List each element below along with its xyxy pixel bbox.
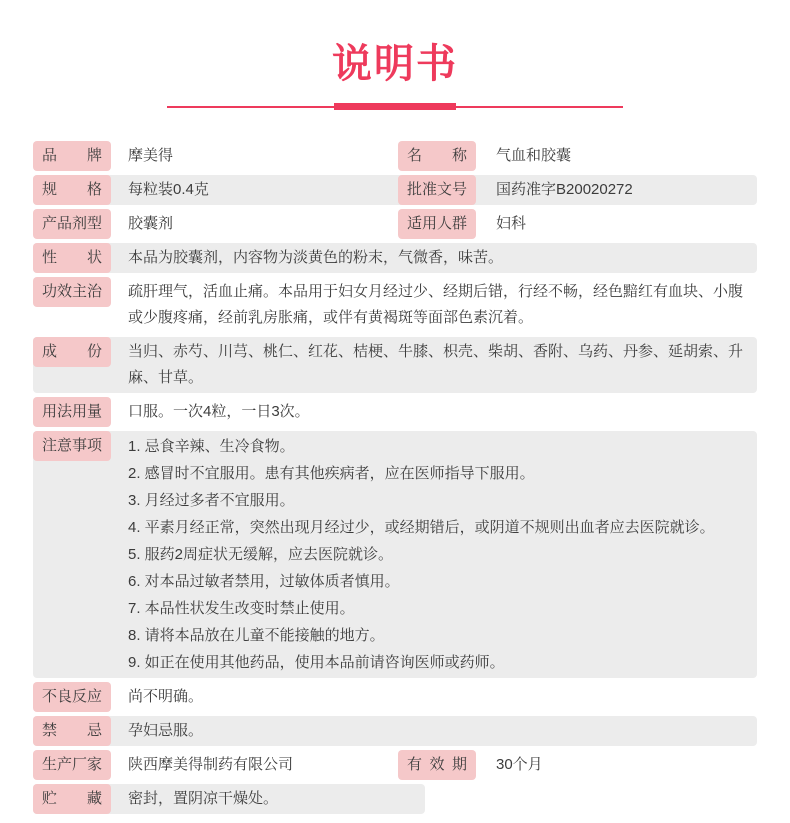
properties-value: 本品为胶囊剂，内容物为淡黄色的粉末，气微香，味苦。 bbox=[128, 249, 504, 266]
page-title: 说明书 bbox=[332, 41, 458, 86]
precaution-item: 2. 感冒时不宜服用。患有其他疾病者，应在医师指导下服用。 bbox=[128, 465, 535, 482]
manufacturer-label: 生产厂家 bbox=[33, 750, 111, 780]
dosage-label: 用法用量 bbox=[33, 397, 111, 427]
spec-label: 规格 bbox=[33, 175, 111, 205]
adverse-reactions-label: 不良反应 bbox=[33, 682, 111, 712]
row-ingredients bbox=[33, 337, 757, 393]
dosage-value: 口服。一次4粒，一日3次。 bbox=[128, 403, 310, 420]
precaution-item: 1. 忌食辛辣、生冷食物。 bbox=[128, 438, 295, 455]
precaution-item: 6. 对本品过敏者禁用，过敏体质者慎用。 bbox=[128, 573, 400, 590]
row-precautions bbox=[33, 431, 757, 678]
brand-label: 品牌 bbox=[33, 141, 111, 171]
storage-value: 密封，置阴凉干燥处。 bbox=[128, 790, 279, 807]
ingredients-label: 成份 bbox=[33, 337, 111, 367]
title-divider bbox=[167, 103, 623, 110]
row-brand-name bbox=[33, 141, 757, 171]
validity-label: 有效期 bbox=[398, 750, 476, 780]
approval-number-value: 国药准字B20020272 bbox=[496, 181, 633, 198]
row-properties bbox=[33, 243, 757, 273]
precaution-item: 5. 服药2周症状无缓解，应去医院就诊。 bbox=[128, 546, 394, 563]
contraindications-label: 禁忌 bbox=[33, 716, 111, 746]
row-contraindications bbox=[33, 716, 757, 746]
precaution-item: 9. 如正在使用其他药品，使用本品前请咨询医师或药师。 bbox=[128, 654, 505, 671]
adverse-reactions-value: 尚不明确。 bbox=[128, 688, 204, 705]
applicable-people-label: 适用人群 bbox=[398, 209, 476, 239]
precaution-item: 3. 月经过多者不宜服用。 bbox=[128, 492, 295, 509]
page-header bbox=[0, 0, 790, 110]
spec-table bbox=[33, 141, 757, 814]
row-dosage bbox=[33, 397, 757, 427]
validity-value: 30个月 bbox=[496, 756, 543, 773]
name-value: 气血和胶囊 bbox=[496, 147, 572, 164]
dosage-form-label: 产品剂型 bbox=[33, 209, 111, 239]
manufacturer-value: 陕西摩美得制药有限公司 bbox=[128, 756, 294, 773]
storage-label: 贮藏 bbox=[33, 784, 111, 814]
indications-value: 疏肝理气，活血止痛。本品用于妇女月经过少、经期后错，行经不畅，经色黯红有血块、小腹或少腹疼痛，经前乳房胀痛，或伴有黄褐斑等面部色素沉着。 bbox=[128, 283, 744, 326]
precaution-item: 4. 平素月经正常，突然出现月经过少，或经期错后，或阴道不规则出血者应去医院就诊。 bbox=[128, 519, 715, 536]
row-form-audience bbox=[33, 209, 757, 239]
precautions-list bbox=[111, 431, 757, 678]
row-manufacturer-validity bbox=[33, 750, 757, 780]
ingredients-value: 当归、赤芍、川芎、桃仁、红花、桔梗、牛膝、枳壳、柴胡、香附、乌药、丹参、延胡索、升麻、甘草。 bbox=[128, 343, 744, 386]
divider-thick-bar bbox=[334, 103, 456, 110]
row-spec-approval bbox=[33, 175, 757, 205]
spec-value: 每粒装0.4克 bbox=[128, 181, 209, 198]
contraindications-value: 孕妇忌服。 bbox=[128, 722, 204, 739]
indications-label: 功效主治 bbox=[33, 277, 111, 307]
brand-value: 摩美得 bbox=[128, 147, 174, 164]
dosage-form-value: 胶囊剂 bbox=[128, 215, 174, 232]
row-storage bbox=[33, 784, 425, 814]
precautions-label: 注意事项 bbox=[33, 431, 111, 461]
precaution-item: 8. 请将本品放在儿童不能接触的地方。 bbox=[128, 627, 385, 644]
properties-label: 性状 bbox=[33, 243, 111, 273]
approval-number-label: 批准文号 bbox=[398, 175, 476, 205]
applicable-people-value: 妇科 bbox=[496, 215, 527, 232]
row-indications bbox=[33, 277, 757, 333]
name-label: 名称 bbox=[398, 141, 476, 171]
precaution-item: 7. 本品性状发生改变时禁止使用。 bbox=[128, 600, 355, 617]
row-adverse-reactions bbox=[33, 682, 757, 712]
